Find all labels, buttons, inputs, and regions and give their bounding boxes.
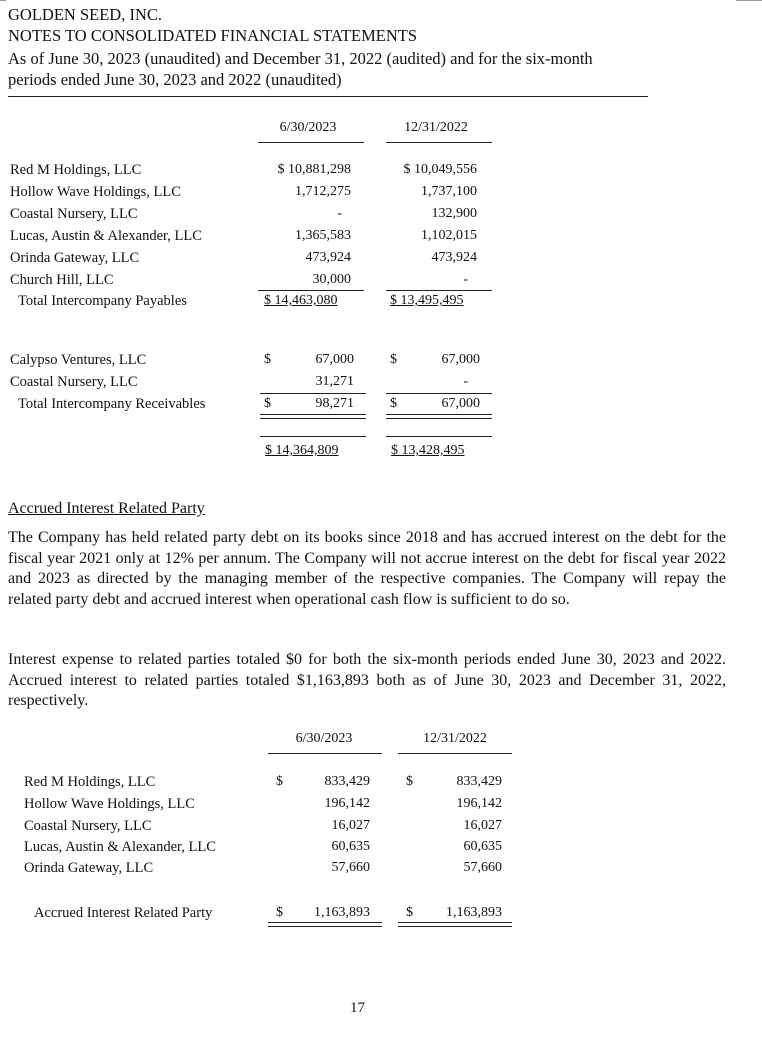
payable-value-2023: $ 10,881,298 [277, 162, 351, 177]
payable-value-2023: - [337, 206, 342, 221]
accrued-row-name: Red M Holdings, LLC [24, 774, 156, 790]
receivables-total-currency-2022: $ [390, 396, 397, 411]
receivables-total-2023: 98,271 [315, 396, 354, 411]
receivables-double-rule-1 [260, 414, 366, 419]
accrued-row-value-2022: 57,660 [463, 860, 502, 875]
payable-value-2022: 473,924 [431, 250, 477, 265]
accrued-row-value-2022: 16,027 [463, 818, 502, 833]
table2-col2-header: 12/31/2022 [423, 731, 487, 746]
payable-name: Coastal Nursery, LLC [10, 206, 138, 222]
net-total-2023: $ 14,364,809 [265, 443, 339, 458]
receivable-currency-2023: $ [264, 352, 271, 367]
receivables-double-rule-2 [386, 414, 492, 419]
payable-value-2022: - [463, 272, 468, 287]
accrued-total-currency-2022: $ [406, 905, 413, 920]
accrued-row-value-2023: 16,027 [331, 818, 370, 833]
accrued-double-rule-1 [268, 922, 382, 927]
payables-total-2022: $ 13,495,495 [390, 293, 464, 308]
payable-name: Red M Holdings, LLC [10, 162, 142, 178]
accrued-row-value-2023: 833,429 [324, 774, 370, 789]
accrued-row-value-2023: 196,142 [324, 796, 370, 811]
payables-subtotal-rule-2 [386, 290, 492, 291]
table2-col2-header-rule [398, 753, 512, 754]
period-line-1: As of June 30, 2023 (unaudited) and December 31, 2022 (audited) and for the six-month [8, 49, 593, 68]
page-number: 17 [350, 1000, 365, 1016]
accrued-double-rule-2 [398, 922, 512, 927]
receivable-value-2022: 67,000 [441, 352, 480, 367]
company-name: GOLDEN SEED, INC. [8, 5, 162, 24]
receivable-value-2022: - [463, 374, 468, 389]
section-paragraph-2: Interest expense to related parties totaled $0 for both the six-month periods ended June 30, 2023 and 2022. Accrued interest to related parties totaled $1,163,893 both as of June 30, 2023 and December 31, 2022, respectively. [8, 651, 726, 709]
receivables-total-label: Total Intercompany Receivables [18, 396, 206, 412]
table2-col1-header: 6/30/2023 [295, 731, 353, 746]
payable-name: Lucas, Austin & Alexander, LLC [10, 228, 202, 244]
table1-col1-header-rule [258, 142, 364, 143]
payable-value-2023: 30,000 [312, 272, 351, 287]
accrued-row-value-2023: 57,660 [331, 860, 370, 875]
accrued-total-2022: 1,163,893 [446, 905, 502, 920]
period-line-2: periods ended June 30, 2023 and 2022 (unaudited) [8, 70, 342, 89]
section-paragraph-1: The Company has held related party debt on its books since 2018 and has accrued interest on the debt for the fiscal year 2021 only at 12% per annum. The Company will not accrue interest on the debt for fiscal year 2022 and 2023 as directed by the managing member of the respective companies. The Company will repay the related party debt and accrued interest when operational cash flow is sufficient to do so. [8, 529, 726, 608]
payable-value-2022: 1,737,100 [421, 184, 477, 199]
receivables-subtotal-rule-2 [386, 393, 492, 394]
accrued-row-value-2022: 60,635 [463, 839, 502, 854]
table1-col1-header: 6/30/2023 [279, 120, 337, 135]
accrued-row-name: Hollow Wave Holdings, LLC [24, 796, 195, 812]
payable-value-2023: 1,365,583 [295, 228, 351, 243]
receivables-subtotal-rule-1 [260, 393, 366, 394]
receivable-name: Calypso Ventures, LLC [10, 352, 147, 368]
accrued-row-name: Lucas, Austin & Alexander, LLC [24, 839, 216, 855]
top-border-right [736, 0, 762, 1]
document-title: NOTES TO CONSOLIDATED FINANCIAL STATEMENTS [8, 26, 418, 45]
receivables-total-currency-2023: $ [264, 396, 271, 411]
net-rule-1 [260, 436, 366, 437]
payable-value-2022: 132,900 [431, 206, 477, 221]
accrued-row-name: Orinda Gateway, LLC [24, 860, 154, 876]
payable-value-2023: 473,924 [305, 250, 351, 265]
net-rule-2 [386, 436, 492, 437]
accrued-total-currency-2023: $ [276, 905, 283, 920]
payables-subtotal-rule-1 [258, 290, 364, 291]
header-rule [8, 96, 648, 97]
payable-value-2022: 1,102,015 [421, 228, 477, 243]
table1-col2-header-rule [386, 142, 492, 143]
receivable-name: Coastal Nursery, LLC [10, 374, 138, 390]
accrued-total-2023: 1,163,893 [314, 905, 370, 920]
receivables-total-2022: 67,000 [441, 396, 480, 411]
table1-col2-header: 12/31/2022 [404, 120, 468, 135]
table2-col1-header-rule [268, 753, 382, 754]
accrued-row-name: Coastal Nursery, LLC [24, 818, 152, 834]
accrued-row-value-2023: 60,635 [331, 839, 370, 854]
payable-value-2022: $ 10,049,556 [403, 162, 477, 177]
top-border-left [0, 0, 6, 1]
payable-value-2023: 1,712,275 [295, 184, 351, 199]
receivable-currency-2022: $ [390, 352, 397, 367]
receivable-value-2023: 31,271 [315, 374, 354, 389]
accrued-total-label: Accrued Interest Related Party [34, 905, 213, 921]
accrued-row-value-2022: 833,429 [456, 774, 502, 789]
payables-total-2023: $ 14,463,080 [264, 293, 338, 308]
payable-name: Church Hill, LLC [10, 272, 114, 288]
accrued-row-value-2022: 196,142 [456, 796, 502, 811]
payable-name: Hollow Wave Holdings, LLC [10, 184, 181, 200]
accrued-row-currency-2023: $ [276, 774, 283, 789]
net-total-2022: $ 13,428,495 [391, 443, 465, 458]
section-heading: Accrued Interest Related Party [8, 500, 205, 517]
payables-total-label: Total Intercompany Payables [18, 293, 187, 309]
payable-name: Orinda Gateway, LLC [10, 250, 140, 266]
accrued-row-currency-2022: $ [406, 774, 413, 789]
receivable-value-2023: 67,000 [315, 352, 354, 367]
